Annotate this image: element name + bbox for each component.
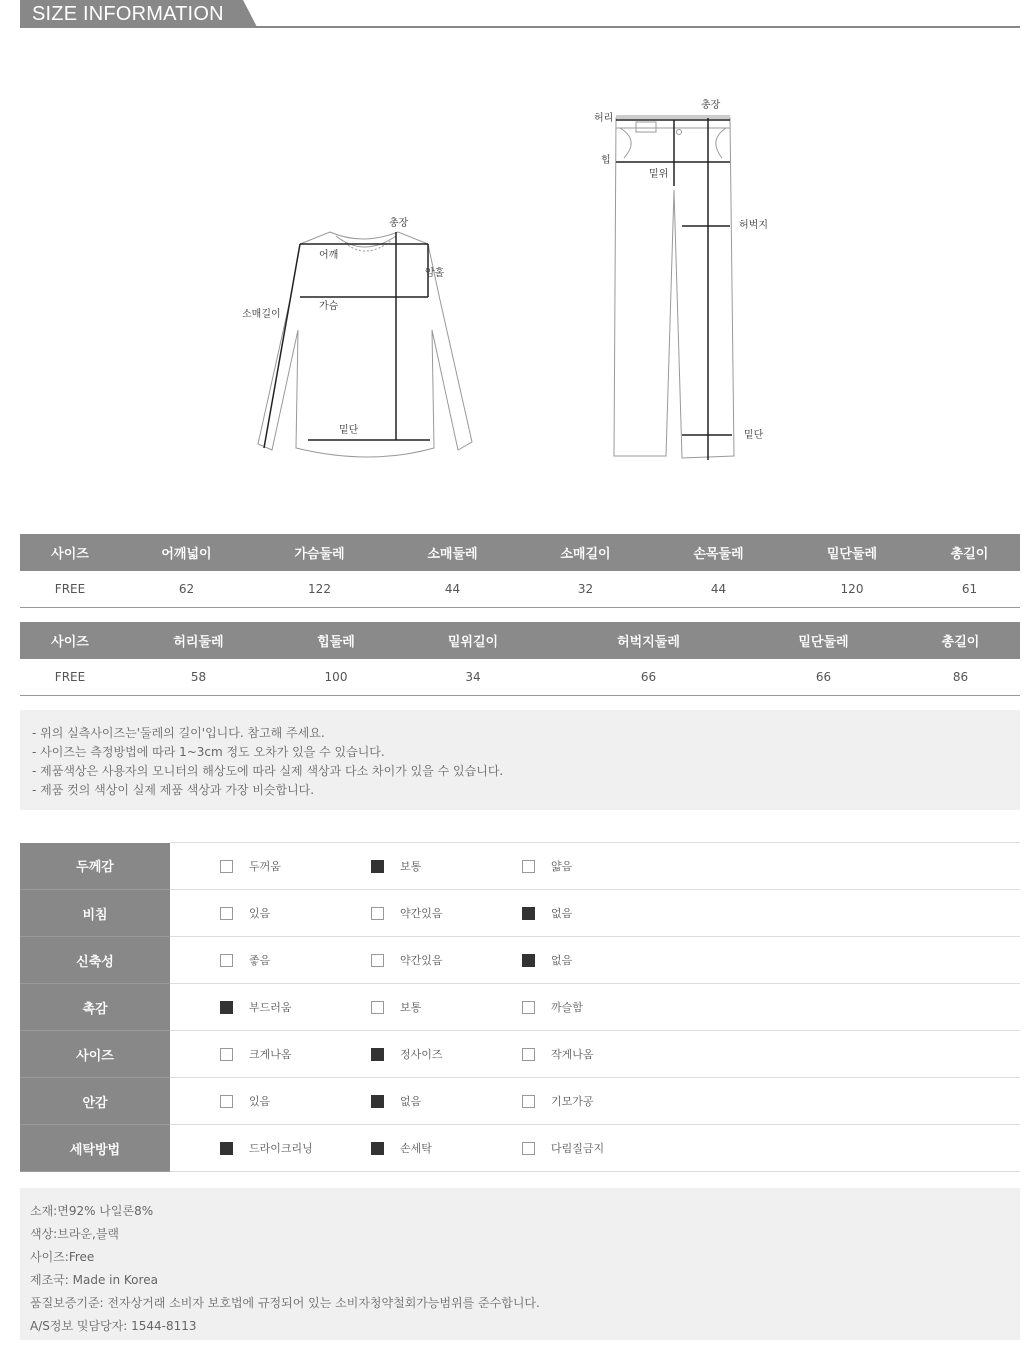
pants-size-table [20, 622, 1020, 696]
table-cell: 34 [395, 659, 551, 695]
table-cell: 122 [253, 571, 386, 607]
property-options [170, 1031, 1020, 1078]
unchecked-box-icon [220, 860, 233, 873]
material-line: 품질보증기준: 전자상거래 소비자 보호법에 규정되어 있는 소비자청약철회가능범위를 준수합니다. [30, 1296, 540, 1310]
column-header: 밑위길이 [395, 622, 551, 659]
pants-label-rise: 밑위 [649, 169, 669, 180]
table-row [20, 659, 1020, 695]
property-row [20, 890, 1020, 937]
property-option [371, 984, 421, 1030]
pants-label-thigh: 허벅지 [739, 220, 768, 231]
property-name: 비침 [20, 890, 170, 937]
option-label: 까슬함 [551, 1001, 583, 1014]
table-cell: 32 [519, 571, 652, 607]
header-title: SIZE INFORMATION [32, 3, 224, 25]
table-cell: 61 [919, 571, 1020, 607]
option-label: 부드러움 [249, 1001, 292, 1014]
note-line: - 제품 컷의 색상이 실제 제품 색상과 가장 비슷합니다. [32, 783, 315, 797]
pants-label-hem: 밑단 [744, 430, 764, 441]
size-notes [20, 710, 1020, 810]
garment-diagrams [0, 0, 1033, 520]
material-line: 사이즈:Free [30, 1250, 95, 1264]
option-label: 있음 [249, 1095, 271, 1108]
property-name: 촉감 [20, 984, 170, 1031]
unchecked-box-icon [371, 907, 384, 920]
property-row [20, 1078, 1020, 1125]
table-header-row [20, 534, 1020, 571]
material-line: A/S정보 및담당자: 1544-8113 [30, 1319, 197, 1333]
option-label: 정사이즈 [400, 1048, 443, 1061]
unchecked-box-icon [522, 1095, 535, 1108]
property-option [371, 1078, 421, 1124]
unchecked-box-icon [371, 954, 384, 967]
unchecked-box-icon [522, 860, 535, 873]
table-header-row [20, 622, 1020, 659]
property-row [20, 937, 1020, 984]
property-row [20, 984, 1020, 1031]
table-cell: 86 [901, 659, 1020, 695]
unchecked-box-icon [522, 1048, 535, 1061]
pants-label-total-length: 총장 [701, 100, 721, 111]
note-line: - 사이즈는 측정방법에 따라 1~3cm 정도 오차가 있을 수 있습니다. [32, 745, 385, 759]
property-name: 사이즈 [20, 1031, 170, 1078]
property-option [522, 890, 572, 936]
table-cell: 44 [652, 571, 785, 607]
property-option [220, 937, 270, 983]
column-header: 허리둘레 [120, 622, 277, 659]
table-cell: 62 [120, 571, 253, 607]
unchecked-box-icon [220, 954, 233, 967]
checked-box-icon [220, 1001, 233, 1014]
unchecked-box-icon [220, 1048, 233, 1061]
material-line: 제조국: Made in Korea [30, 1273, 158, 1287]
table-cell: 66 [551, 659, 746, 695]
property-name: 두께감 [20, 843, 170, 890]
top-label-shoulder: 어깨 [319, 250, 339, 261]
property-option [371, 937, 443, 983]
property-name: 세탁방법 [20, 1125, 170, 1172]
property-row [20, 843, 1020, 890]
option-label: 약간있음 [400, 954, 443, 967]
top-label-armhole: 암홀 [425, 268, 445, 279]
property-option [522, 937, 572, 983]
property-options [170, 984, 1020, 1031]
column-header: 소매길이 [519, 534, 652, 571]
property-name: 안감 [20, 1078, 170, 1125]
option-label: 약간있음 [400, 907, 443, 920]
column-header: 가슴둘레 [253, 534, 386, 571]
column-header: 밑단둘레 [785, 534, 919, 571]
property-option [220, 843, 281, 889]
option-label: 크게나옴 [249, 1048, 292, 1061]
column-header: 손목둘레 [652, 534, 785, 571]
property-option [220, 1031, 292, 1077]
table-cell: 44 [386, 571, 519, 607]
unchecked-box-icon [220, 907, 233, 920]
material-info [20, 1188, 1020, 1340]
property-options [170, 937, 1020, 984]
property-option [522, 1078, 594, 1124]
property-option [371, 1125, 432, 1171]
option-label: 없음 [400, 1095, 422, 1108]
property-options [170, 843, 1020, 890]
column-header: 총길이 [901, 622, 1020, 659]
column-header: 총길이 [919, 534, 1020, 571]
pants-measure-lines [616, 118, 732, 460]
property-option [220, 984, 292, 1030]
property-options [170, 1125, 1020, 1172]
property-option [522, 1125, 604, 1171]
table-cell: 100 [277, 659, 395, 695]
checked-box-icon [522, 907, 535, 920]
property-option [522, 843, 572, 889]
option-label: 보통 [400, 860, 422, 873]
table-cell: FREE [20, 659, 120, 695]
column-header: 사이즈 [20, 622, 120, 659]
table-cell: FREE [20, 571, 120, 607]
table-row [20, 571, 1020, 607]
top-size-table [20, 534, 1020, 608]
property-name: 신축성 [20, 937, 170, 984]
property-option [220, 1125, 313, 1171]
table-cell: 58 [120, 659, 277, 695]
top-label-hem: 밑단 [339, 425, 359, 436]
column-header: 소매둘레 [386, 534, 519, 571]
option-label: 좋음 [249, 954, 271, 967]
checked-box-icon [371, 1095, 384, 1108]
column-header: 허벅지둘레 [551, 622, 746, 659]
option-label: 없음 [551, 954, 573, 967]
checked-box-icon [522, 954, 535, 967]
property-option [371, 843, 421, 889]
pants-label-hip: 힙 [601, 155, 611, 166]
top-label-chest: 가슴 [319, 301, 339, 312]
fabric-property-table [20, 842, 1020, 1172]
top-measure-lines [264, 232, 430, 448]
property-option [220, 890, 270, 936]
property-option [522, 1031, 594, 1077]
property-option [220, 1078, 270, 1124]
option-label: 손세탁 [400, 1142, 432, 1155]
unchecked-box-icon [371, 1001, 384, 1014]
material-line: 소재:면92% 나일론8% [30, 1204, 154, 1218]
option-label: 드라이크리닝 [249, 1142, 313, 1155]
checked-box-icon [371, 860, 384, 873]
pants-label-waist: 허리 [594, 113, 614, 124]
table-cell: 120 [785, 571, 919, 607]
property-options [170, 890, 1020, 937]
material-line: 색상:브라운,블랙 [30, 1227, 120, 1241]
column-header: 밑단둘레 [746, 622, 901, 659]
table-cell: 66 [746, 659, 901, 695]
option-label: 작게나옴 [551, 1048, 594, 1061]
option-label: 기모가공 [551, 1095, 594, 1108]
note-line: - 위의 실측사이즈는'둘레의 길이'입니다. 참고해 주세요. [32, 726, 325, 740]
top-label-total-length: 총장 [389, 218, 409, 229]
top-diagram [258, 232, 472, 457]
property-option [371, 890, 443, 936]
option-label: 두꺼움 [249, 860, 281, 873]
note-line: - 제품색상은 사용자의 모니터의 해상도에 따라 실제 색상과 다소 차이가 있을 수 있습니다. [32, 764, 504, 778]
option-label: 보통 [400, 1001, 422, 1014]
unchecked-box-icon [522, 1142, 535, 1155]
option-label: 없음 [551, 907, 573, 920]
column-header: 사이즈 [20, 534, 120, 571]
option-label: 있음 [249, 907, 271, 920]
column-header: 어깨넓이 [120, 534, 253, 571]
top-label-sleeve-length: 소매길이 [242, 309, 281, 320]
property-option [371, 1031, 443, 1077]
option-label: 다림질금지 [551, 1142, 605, 1155]
unchecked-box-icon [220, 1095, 233, 1108]
column-header: 힙둘레 [277, 622, 395, 659]
property-row [20, 1125, 1020, 1172]
option-label: 얇음 [551, 860, 573, 873]
checked-box-icon [220, 1142, 233, 1155]
checked-box-icon [371, 1142, 384, 1155]
property-options [170, 1078, 1020, 1125]
unchecked-box-icon [522, 1001, 535, 1014]
checked-box-icon [371, 1048, 384, 1061]
property-row [20, 1031, 1020, 1078]
property-option [522, 984, 583, 1030]
